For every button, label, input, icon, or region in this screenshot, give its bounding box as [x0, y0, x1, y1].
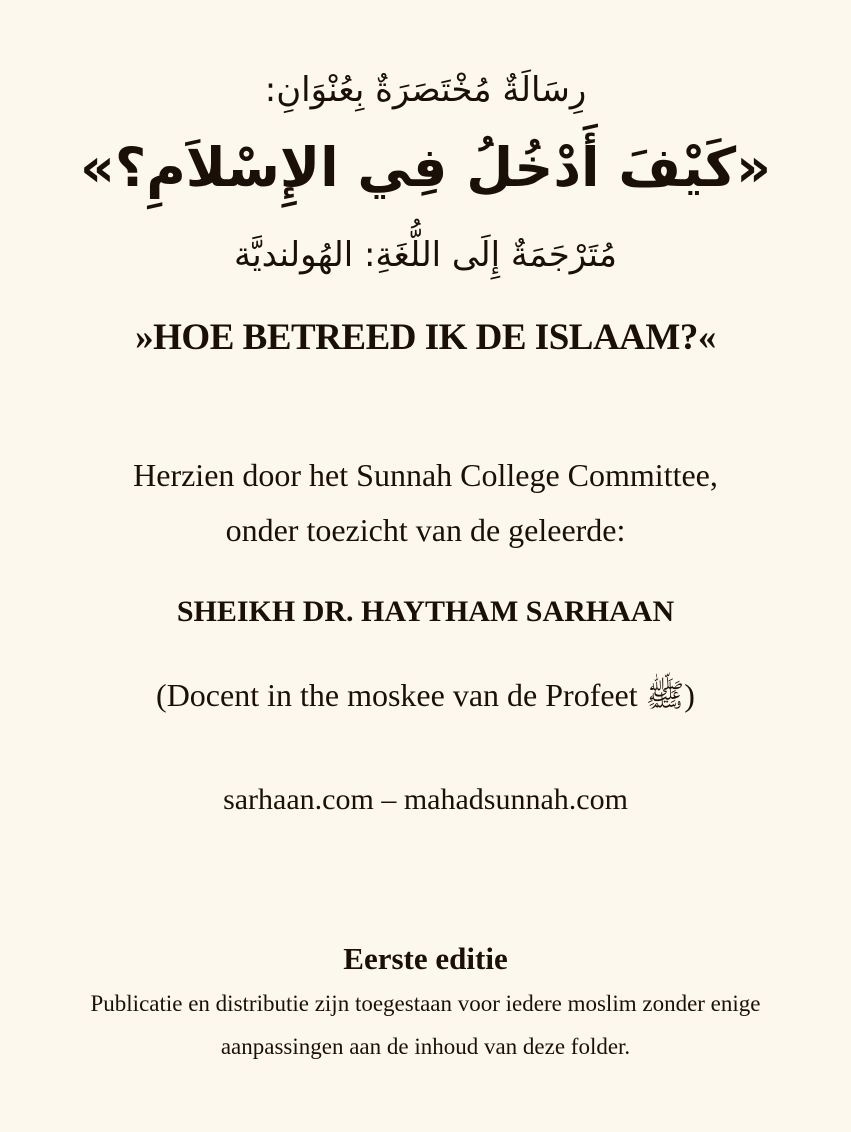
supervision-line: onder toezicht van de geleerde:: [225, 512, 626, 548]
edition-label: Eerste editie: [343, 941, 508, 976]
distribution-notice-line-1: Publicatie en distributie zijn toegestaan voor iedere moslim zonder enige: [90, 991, 761, 1016]
dutch-title: »HOE BETREED IK DE ISLAAM?«: [135, 317, 716, 358]
arabic-title: «كَيْفَ أَدْخُلُ فِي الإِسْلاَمِ؟»: [80, 136, 771, 199]
websites-line: sarhaan.com – mahadsunnah.com: [223, 783, 628, 816]
docent-line: (Docent in the moskee van de Profeet ﷺ): [156, 677, 695, 713]
arabic-translated-line: مُتَرْجَمَةٌ إِلَى اللُّغَةِ: الهُولنديَّة: [233, 235, 618, 275]
sheikh-name: SHEIKH DR. HAYTHAM SARHAAN: [176, 595, 675, 628]
distribution-notice-line-2: aanpassingen aan de inhoud van deze folder.: [220, 1034, 631, 1059]
arabic-intro-line: رِسَالَةٌ مُخْتَصَرَةٌ بِعُنْوَانِ:: [264, 70, 587, 110]
reviewed-by-line: Herzien door het Sunnah College Committee,: [133, 457, 718, 493]
